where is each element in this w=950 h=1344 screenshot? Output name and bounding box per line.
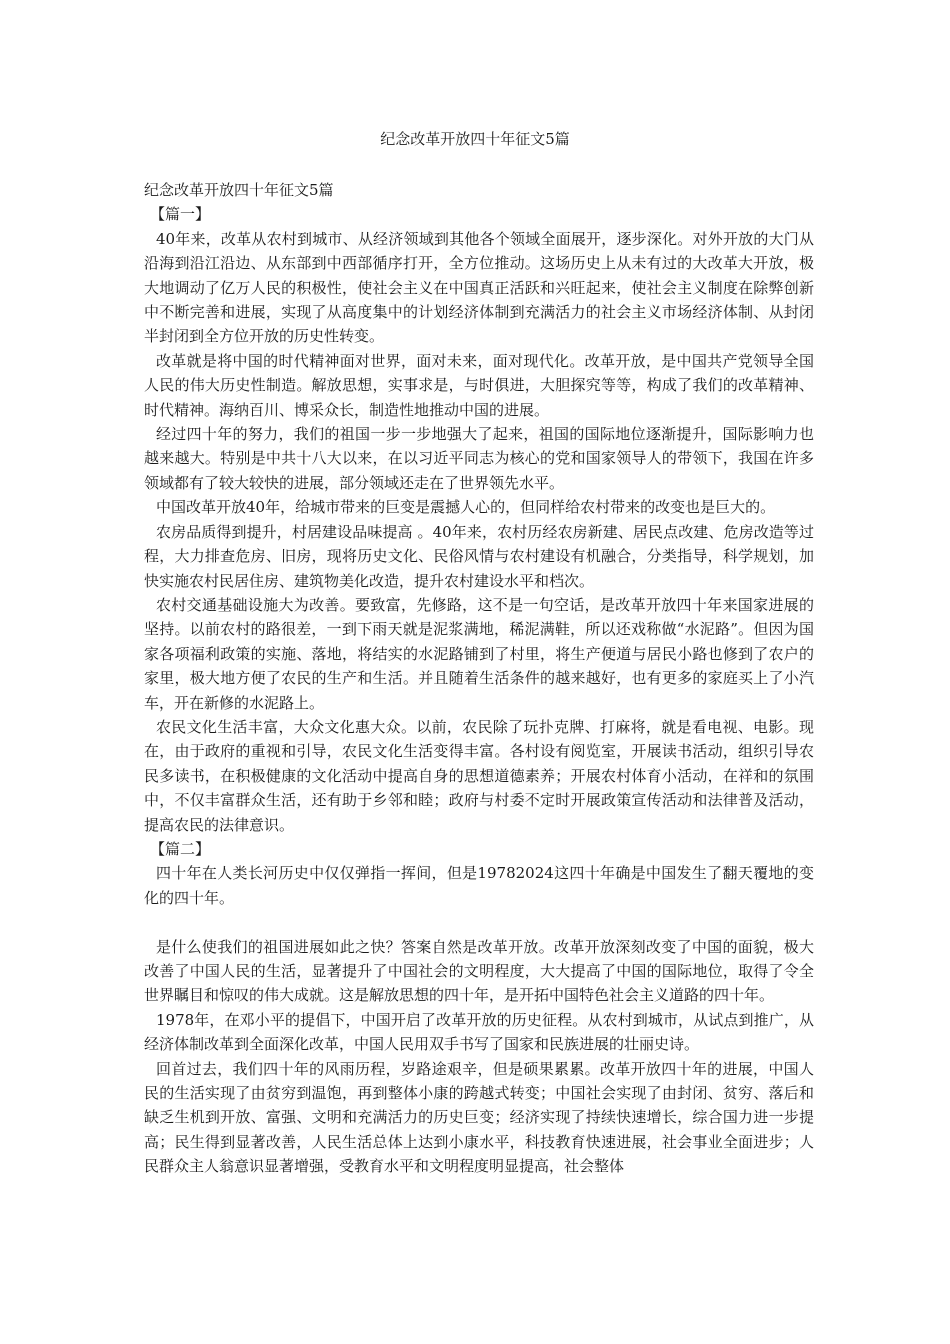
paragraph: 回首过去，我们四十年的风雨历程，岁路途艰辛，但是硕果累累。改革开放四十年的进展，中国人民的生活实现了由贫穷到温饱，再到整体小康的跨越式转变；中国社会实现了由封闭、贫穷、落后和缺乏生机到开放、富强、文明和充满活力的历史巨变；经济实现了持续快速增长，综合国力进一步提高；民生得到显著改善，人民生活总体上达到小康水平，科技教育快速进展，社会事业全面进步；人民群众主人翁意识显著增强，受教育水平和文明程度明显提高，社会整体 xyxy=(144,1059,814,1176)
paragraph: 农村交通基础设施大为改善。要致富，先修路，这不是一句空话，是改革开放四十年来国家进展的坚持。以前农村的路很差，一到下雨天就是泥浆满地，稀泥满鞋，所以还戏称做“水泥路”。但因为国家各项福利政策的实施、落地，将结实的水泥路铺到了村里，将生产便道与居民小路也修到了农户的家里，极大地方便了农民的生产和生活。并且随着生活条件的越来越好，也有更多的家庭买上了小汽车，开在新修的水泥路上。 xyxy=(144,595,814,712)
paragraph: 农房品质得到提升，村居建设品味提高 。40年来，农村历经农房新建、居民点改建、危房改造等过程，大力排查危房、旧房，现将历史文化、民俗风情与农村建设有机融合，分类指导，科学规划，加快实施农村民居住房、建筑物美化改造，提升农村建设水平和档次。 xyxy=(144,522,814,590)
document-title: 纪念改革开放四十年征文5篇 xyxy=(380,130,570,148)
section-heading-2: 【篇二】 xyxy=(150,839,211,858)
paragraph: 农民文化生活丰富，大众文化惠大众。以前，农民除了玩扑克牌、打麻将，就是看电视、电影。现在，由于政府的重视和引导，农民文化生活变得丰富。各村设有阅览室，开展读书活动，组织引导农民多读书，在积极健康的文化活动中提高自身的思想道德素养；开展农村体育小活动，在祥和的氛围中，不仅丰富群众生活，还有助于乡邻和睦；政府与村委不定时开展政策宣传活动和法律普及活动，提高农民的法律意识。 xyxy=(144,717,814,834)
paragraph: 四十年在人类长河历史中仅仅弹指一挥间，但是19782024这四十年确是中国发生了翻天覆地的变化的四十年。 xyxy=(144,864,814,907)
paragraph: 是什么使我们的祖国进展如此之快？答案自然是改革开放。改革开放深刻改变了中国的面貌，极大改善了中国人民的生活，显著提升了中国社会的文明程度，大大提高了中国的国际地位，取得了令全世界瞩目和惊叹的伟大成就。这是解放思想的四十年，是开拓中国特色社会主义道路的四十年。 xyxy=(144,937,814,1005)
document-body xyxy=(144,178,814,1179)
document-subtitle: 纪念改革开放四十年征文5篇 xyxy=(144,181,334,199)
paragraph: 40年来，改革从农村到城市、从经济领域到其他各个领域全面展开，逐步深化。对外开放的大门从沿海到沿江沿边、从东部到中西部循序打开，全方位推动。这场历史上从未有过的大改革大开放，极大地调动了亿万人民的积极性，使社会主义在中国真正活跃和兴旺起来，使社会主义制度在除弊创新中不断完善和进展，实现了从高度集中的计划经济体制到充满活力的社会主义市场经济体制、从封闭半封闭到全方位开放的历史性转变。 xyxy=(144,229,814,346)
blank-line xyxy=(144,910,814,934)
paragraph: 1978年，在邓小平的提倡下，中国开启了改革开放的历史征程。从农村到城市，从试点到推广，从经济体制改革到全面深化改革，中国人民用双手书写了国家和民族进展的壮丽史诗。 xyxy=(144,1010,814,1054)
section-heading-1: 【篇一】 xyxy=(150,205,211,224)
paragraph: 经过四十年的努力，我们的祖国一步一步地强大了起来，祖国的国际地位逐渐提升，国际影响力也越来越大。特别是中共十八大以来，在以习近平同志为核心的党和国家领导人的带领下，我国在许多领域都有了较大较快的进展，部分领域还走在了世界领先水平。 xyxy=(144,425,814,492)
paragraph: 中国改革开放40年，给城市带来的巨变是震撼人心的，但同样给农村带来的改变也是巨大的。 xyxy=(156,498,776,517)
paragraph: 改革就是将中国的时代精神面对世界，面对未来，面对现代化。改革开放，是中国共产党领导全国人民的伟大历史性制造。解放思想，实事求是，与时俱进，大胆探究等等，构成了我们的改革精神、时代精神。海纳百川、博采众长，制造性地推动中国的进展。 xyxy=(144,351,814,419)
